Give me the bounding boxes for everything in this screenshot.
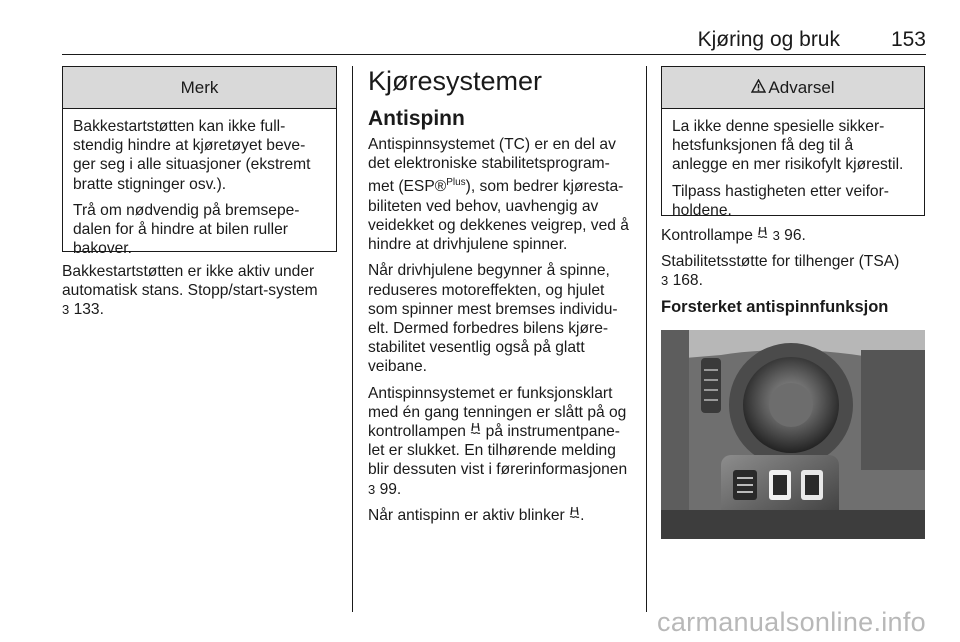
page-ref-arrow-icon: 3 (661, 273, 669, 289)
traction-control-icon (569, 506, 580, 525)
section-paragraph: Antispinnsystemet (TC) er en del av det elektroniske stabilitetsprogram- met (ESP®$^{Plus}$), som bedrer kjøresta- biliteten ved behov, uavhengig av veidekket og dekkenes veigrep, ved å hindre at drivhjulene spinner. (368, 136, 629, 254)
traction-control-icon (470, 422, 481, 441)
column-divider (352, 66, 353, 612)
column-divider (646, 66, 647, 612)
section-title: Kjøresystemer (368, 66, 543, 96)
warning-paragraph: Tilpass hastigheten etter veifor- holdene. (672, 182, 889, 219)
page-ref[interactable]: 168. (672, 272, 703, 290)
dashboard-switches-photo (661, 330, 925, 539)
section-paragraph: Når drivhjulene begynner å spinne, reduseres motoreffekten, og hjulet som spinner mest bremses individu- elt. Dermed forbedres bilens kjøre- stabilitet vesentlig også på glatt veibane. (368, 262, 618, 376)
warning-box-title: Advarsel (768, 77, 835, 97)
section-subtitle: Antispinn (368, 107, 465, 130)
page-ref[interactable]: 99. (379, 480, 402, 498)
section-column (368, 66, 638, 532)
page-header (62, 26, 926, 55)
tsa-line: Stabilitetsstøtte for tilhenger (TSA) 3 168. (661, 253, 900, 290)
page-ref[interactable]: 96. (784, 227, 806, 244)
page-ref-arrow-icon: 3 (772, 228, 780, 243)
warning-box-header (662, 67, 924, 109)
page-ref[interactable]: 133. (73, 301, 104, 319)
section-paragraph: Når antispinn er aktiv blinker . (368, 506, 585, 524)
section-paragraph: Antispinnsystemet er funksjonsklart med én gang tenningen er slått på og kontrollampen på instrumentpane- let er slukket. En tilhørende melding blir dessuten vist i førerinformasjonen 3 99. (368, 384, 628, 498)
warning-triangle-icon (751, 78, 766, 98)
warning-paragraph: La ikke denne spesielle sikker- hetsfunksjonen få deg til å anlegge en mer risikofylt kjørestil. (672, 118, 904, 174)
page-number: 153 (890, 28, 926, 51)
header-title: Kjøring og bruk (697, 28, 840, 51)
traction-control-icon (757, 226, 768, 245)
page-ref-arrow-icon: 3 (62, 302, 70, 318)
kontrollampe-line: Kontrollampe 3 96. (661, 227, 806, 244)
col1-paragraph: Bakkestartstøtten er ikke aktiv under automatisk stans. Stopp/start-system 3 133. (62, 263, 318, 319)
warning-box (661, 66, 925, 219)
note-paragraph: Trå om nødvendig på bremsepe- dalen for å hindre at bilen ruller bakover. (73, 201, 300, 258)
note-paragraph: Bakkestartstøtten kan ikke full- stendig hindre at kjøretøyet beve- ger seg i alle situasjoner (ekstremt bratte stigninger osv.). (73, 118, 311, 193)
footer-logo: carmanualsonline.info (657, 607, 926, 637)
note-box (62, 66, 337, 258)
note-box-title: Merk (63, 67, 336, 109)
page-ref-arrow-icon: 3 (368, 481, 376, 497)
subheading: Forsterket antispinnfunksjon (661, 298, 889, 316)
